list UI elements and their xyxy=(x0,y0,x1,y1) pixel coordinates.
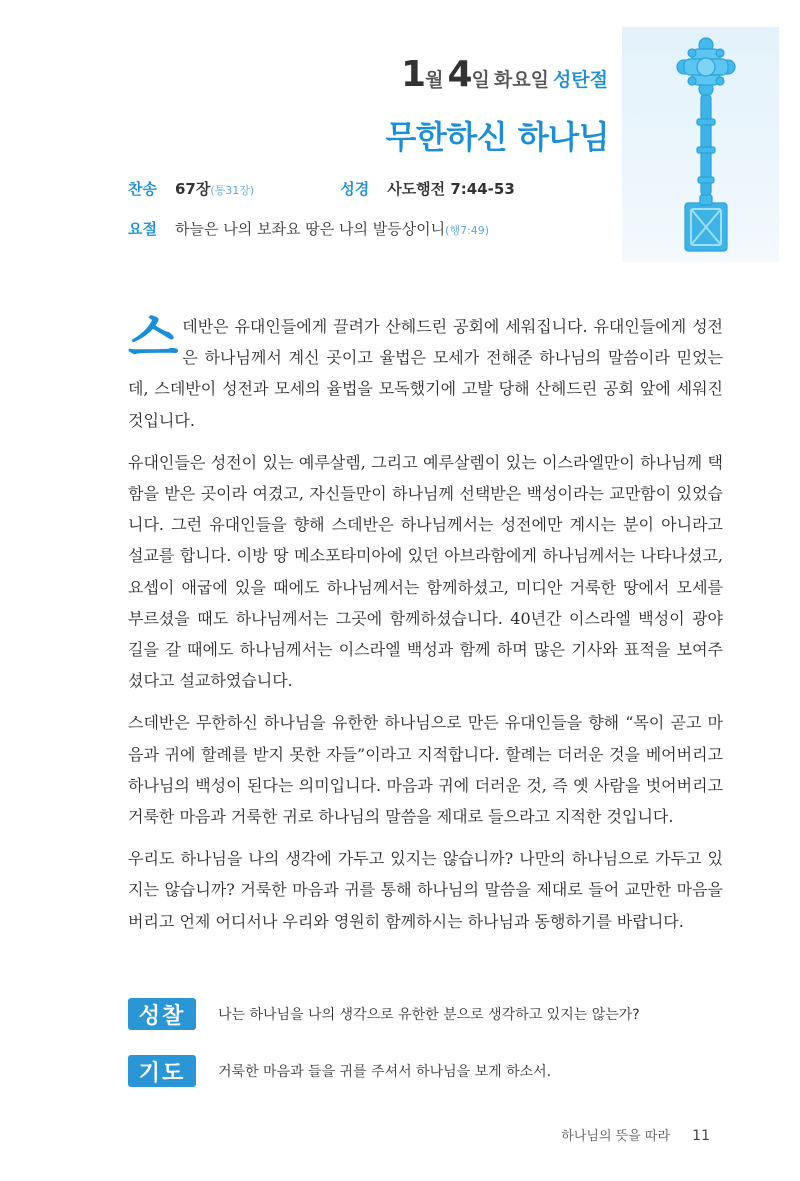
month-number: 1 xyxy=(401,54,426,95)
paragraph: 우리도 하나님을 나의 생각에 가두고 있지는 않습니까? 나만의 하나님으로 가두고 있지는 않습니까? 거룩한 마음과 귀를 통해 하나님의 말씀을 제대로 들어 교만한 마음을 버리고 언제 어디서나 우리와 영원히 함께하시는 하나님과 동행하기를 바랍니다. xyxy=(128,849,723,931)
day-number: 4 xyxy=(447,54,472,95)
key-verse-text: 하늘은 나의 보좌요 땅은 나의 발등상이니 xyxy=(174,220,446,238)
prayer-row xyxy=(128,1055,551,1087)
paragraph xyxy=(128,311,723,436)
paragraph: 유대인들은 성전이 있는 예루살렘, 그리고 예루살렘이 있는 이스라엘만이 하나님께 택함을 받은 곳이라 여겼고, 자신들만이 하나님께 선택받은 백성이라는 교만함이 있었습니다. 그런 유대인들을 향해 스데반은 하나님께서는 성전에만 계시는 분이 아니라고 설교를 합니다. 이방 땅 메소포타미아에 있던 아브라함에게 하나님께서는 나타나셨고, 요셉이 애굽에 있을 때에도 하나님께서는 함께하셨고, 미디안 거룩한 땅에서 모세를 부르셨을 때도 하나님께서는 그곳에 함께하셨습니다. 40년간 이스라엘 백성이 광야 길을 갈 때에도 하나님께서는 이스라엘 백성과 함께 하며 많은 기사와 표적을 보여주셨다고 설교하였습니다. xyxy=(128,452,723,691)
body-text xyxy=(128,311,723,948)
key-verse-row xyxy=(128,218,489,239)
book-title: 하나님의 뜻을 따라 xyxy=(561,1129,671,1144)
hymn-ref: (통31장) xyxy=(210,184,255,197)
key-verse-label: 요절 xyxy=(128,220,157,238)
page-number: 11 xyxy=(692,1128,710,1144)
reflection-label: 성찰 xyxy=(128,998,196,1030)
page-footer xyxy=(561,1125,710,1144)
paragraph: 스데반은 무한하신 하나님을 유한한 하나님으로 만든 유대인들을 향해 “목이 곧고 마음과 귀에 할례를 받지 못한 자들”이라고 지적합니다. 할례는 더러운 것을 베어버리고 하나님의 백성이 된다는 의미입니다. 마음과 귀에 더러운 것, 즉 옛 사람을 벗어버리고 거룩한 마음과 거룩한 귀로 하나님의 말씀을 제대로 들으라고 지적한 것입니다. xyxy=(128,713,723,827)
prayer-text: 거룩한 마음과 들을 귀를 주셔서 하나님을 보게 하소서. xyxy=(218,1064,552,1080)
scripture-label: 성경 xyxy=(340,180,370,198)
day-unit: 일 xyxy=(471,69,490,91)
month-unit: 월 xyxy=(425,69,444,91)
drop-cap: 스 xyxy=(128,309,179,369)
hymn-value: 67장 xyxy=(174,180,211,198)
page-title: 무한하신 하나님 xyxy=(385,118,609,156)
weekday: 화요일 xyxy=(493,69,549,91)
reflection-text: 나는 하나님을 나의 생각으로 유한한 분으로 생각하고 있지는 않는가? xyxy=(218,1007,640,1023)
cross-image xyxy=(622,27,779,262)
date-heading xyxy=(401,54,608,95)
reflection-row xyxy=(128,998,640,1030)
prayer-label: 기도 xyxy=(128,1055,196,1087)
paragraph-text: 데반은 유대인들에게 끌려가 산헤드린 공회에 세워집니다. 유대인들에게 성전은 하나님께서 계신 곳이고 율법은 모세가 전해준 하나님의 말씀이라 믿었는데, 스데반이 성전과 모세의 율법을 모독했기에 고발 당해 산헤드린 공회 앞에 세워진 것입니다. xyxy=(128,317,723,430)
scripture-value: 사도행전 7:44-53 xyxy=(387,180,515,198)
hymn-scripture-row xyxy=(128,178,515,199)
hymn-label: 찬송 xyxy=(128,180,157,198)
holiday: 성탄절 xyxy=(552,69,608,91)
key-verse-ref: (행7:49) xyxy=(445,224,490,237)
